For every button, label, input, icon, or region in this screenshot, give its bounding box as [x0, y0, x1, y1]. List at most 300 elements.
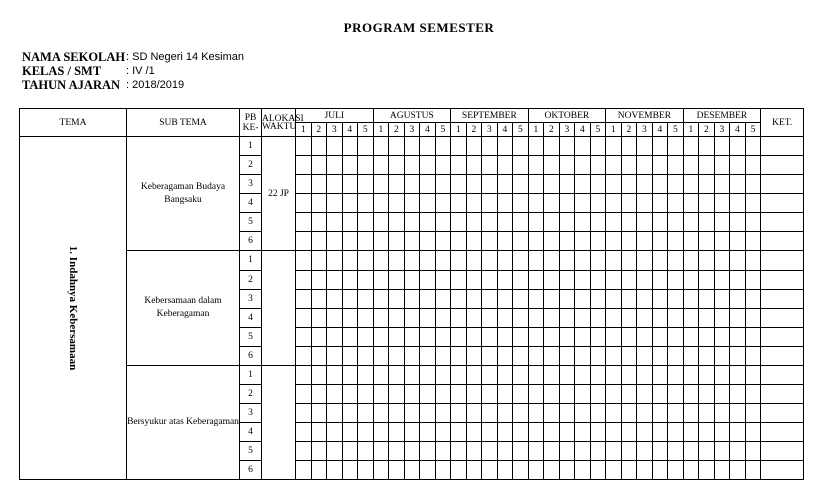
week-cell[interactable]	[559, 137, 575, 156]
week-cell[interactable]	[296, 461, 312, 480]
week-cell[interactable]	[327, 423, 343, 442]
week-cell[interactable]	[699, 270, 715, 289]
week-cell[interactable]	[683, 308, 699, 327]
week-cell[interactable]	[420, 308, 436, 327]
week-cell[interactable]	[528, 137, 544, 156]
week-cell[interactable]	[466, 270, 482, 289]
week-cell[interactable]	[528, 385, 544, 404]
week-cell[interactable]	[451, 308, 467, 327]
week-cell[interactable]	[621, 461, 637, 480]
week-cell[interactable]	[420, 213, 436, 232]
week-cell[interactable]	[513, 461, 529, 480]
week-cell[interactable]	[668, 327, 684, 346]
week-cell[interactable]	[404, 270, 420, 289]
week-cell[interactable]	[590, 232, 606, 251]
week-cell[interactable]	[714, 270, 730, 289]
week-cell[interactable]	[404, 327, 420, 346]
week-cell[interactable]	[389, 404, 405, 423]
week-cell[interactable]	[482, 461, 498, 480]
week-cell[interactable]	[466, 365, 482, 385]
week-cell[interactable]	[637, 232, 653, 251]
week-cell[interactable]	[637, 137, 653, 156]
week-cell[interactable]	[683, 461, 699, 480]
week-cell[interactable]	[745, 194, 761, 213]
week-cell[interactable]	[683, 289, 699, 308]
week-cell[interactable]	[714, 442, 730, 461]
week-cell[interactable]	[373, 156, 389, 175]
week-cell[interactable]	[699, 423, 715, 442]
week-cell[interactable]	[451, 461, 467, 480]
week-cell[interactable]	[652, 346, 668, 365]
week-cell[interactable]	[327, 289, 343, 308]
ket-cell[interactable]	[761, 404, 804, 423]
week-cell[interactable]	[451, 404, 467, 423]
week-cell[interactable]	[296, 346, 312, 365]
week-cell[interactable]	[296, 423, 312, 442]
week-cell[interactable]	[745, 137, 761, 156]
week-cell[interactable]	[451, 156, 467, 175]
week-cell[interactable]	[714, 365, 730, 385]
week-cell[interactable]	[714, 423, 730, 442]
week-cell[interactable]	[559, 156, 575, 175]
week-cell[interactable]	[358, 289, 374, 308]
week-cell[interactable]	[358, 346, 374, 365]
week-cell[interactable]	[668, 461, 684, 480]
week-cell[interactable]	[482, 442, 498, 461]
week-cell[interactable]	[389, 423, 405, 442]
week-cell[interactable]	[342, 251, 358, 271]
week-cell[interactable]	[606, 365, 622, 385]
week-cell[interactable]	[404, 385, 420, 404]
week-cell[interactable]	[699, 137, 715, 156]
week-cell[interactable]	[358, 194, 374, 213]
week-cell[interactable]	[451, 385, 467, 404]
week-cell[interactable]	[311, 289, 327, 308]
week-cell[interactable]	[528, 232, 544, 251]
week-cell[interactable]	[559, 175, 575, 194]
week-cell[interactable]	[327, 308, 343, 327]
week-cell[interactable]	[528, 289, 544, 308]
week-cell[interactable]	[513, 270, 529, 289]
week-cell[interactable]	[528, 365, 544, 385]
week-cell[interactable]	[311, 194, 327, 213]
week-cell[interactable]	[544, 289, 560, 308]
week-cell[interactable]	[544, 385, 560, 404]
week-cell[interactable]	[296, 213, 312, 232]
week-cell[interactable]	[404, 251, 420, 271]
week-cell[interactable]	[714, 404, 730, 423]
week-cell[interactable]	[373, 175, 389, 194]
week-cell[interactable]	[606, 442, 622, 461]
week-cell[interactable]	[730, 156, 746, 175]
week-cell[interactable]	[621, 232, 637, 251]
week-cell[interactable]	[544, 251, 560, 271]
week-cell[interactable]	[683, 346, 699, 365]
week-cell[interactable]	[668, 175, 684, 194]
week-cell[interactable]	[435, 327, 451, 346]
week-cell[interactable]	[513, 404, 529, 423]
week-cell[interactable]	[451, 232, 467, 251]
week-cell[interactable]	[714, 194, 730, 213]
ket-cell[interactable]	[761, 346, 804, 365]
week-cell[interactable]	[668, 156, 684, 175]
week-cell[interactable]	[373, 194, 389, 213]
ket-cell[interactable]	[761, 194, 804, 213]
week-cell[interactable]	[730, 137, 746, 156]
week-cell[interactable]	[311, 175, 327, 194]
week-cell[interactable]	[420, 385, 436, 404]
ket-cell[interactable]	[761, 251, 804, 271]
week-cell[interactable]	[404, 213, 420, 232]
week-cell[interactable]	[497, 251, 513, 271]
week-cell[interactable]	[590, 442, 606, 461]
week-cell[interactable]	[296, 385, 312, 404]
week-cell[interactable]	[559, 327, 575, 346]
week-cell[interactable]	[342, 461, 358, 480]
week-cell[interactable]	[559, 270, 575, 289]
week-cell[interactable]	[637, 365, 653, 385]
week-cell[interactable]	[420, 327, 436, 346]
week-cell[interactable]	[342, 175, 358, 194]
week-cell[interactable]	[404, 175, 420, 194]
week-cell[interactable]	[637, 308, 653, 327]
week-cell[interactable]	[528, 251, 544, 271]
week-cell[interactable]	[420, 194, 436, 213]
week-cell[interactable]	[637, 270, 653, 289]
week-cell[interactable]	[652, 404, 668, 423]
week-cell[interactable]	[497, 156, 513, 175]
week-cell[interactable]	[342, 232, 358, 251]
week-cell[interactable]	[606, 251, 622, 271]
week-cell[interactable]	[745, 365, 761, 385]
week-cell[interactable]	[342, 194, 358, 213]
week-cell[interactable]	[590, 175, 606, 194]
week-cell[interactable]	[451, 270, 467, 289]
week-cell[interactable]	[327, 327, 343, 346]
week-cell[interactable]	[668, 251, 684, 271]
week-cell[interactable]	[358, 327, 374, 346]
week-cell[interactable]	[311, 423, 327, 442]
week-cell[interactable]	[730, 442, 746, 461]
week-cell[interactable]	[497, 442, 513, 461]
week-cell[interactable]	[683, 194, 699, 213]
week-cell[interactable]	[668, 423, 684, 442]
ket-cell[interactable]	[761, 175, 804, 194]
week-cell[interactable]	[482, 404, 498, 423]
week-cell[interactable]	[466, 137, 482, 156]
week-cell[interactable]	[575, 327, 591, 346]
week-cell[interactable]	[420, 156, 436, 175]
week-cell[interactable]	[435, 156, 451, 175]
week-cell[interactable]	[513, 385, 529, 404]
week-cell[interactable]	[389, 385, 405, 404]
week-cell[interactable]	[668, 137, 684, 156]
ket-cell[interactable]	[761, 461, 804, 480]
week-cell[interactable]	[466, 385, 482, 404]
week-cell[interactable]	[606, 423, 622, 442]
week-cell[interactable]	[435, 461, 451, 480]
week-cell[interactable]	[575, 308, 591, 327]
week-cell[interactable]	[435, 442, 451, 461]
week-cell[interactable]	[714, 385, 730, 404]
week-cell[interactable]	[544, 175, 560, 194]
week-cell[interactable]	[466, 346, 482, 365]
ket-cell[interactable]	[761, 137, 804, 156]
week-cell[interactable]	[699, 194, 715, 213]
week-cell[interactable]	[358, 404, 374, 423]
week-cell[interactable]	[528, 442, 544, 461]
week-cell[interactable]	[482, 308, 498, 327]
week-cell[interactable]	[683, 385, 699, 404]
week-cell[interactable]	[528, 308, 544, 327]
week-cell[interactable]	[699, 442, 715, 461]
week-cell[interactable]	[435, 137, 451, 156]
week-cell[interactable]	[745, 270, 761, 289]
week-cell[interactable]	[342, 327, 358, 346]
week-cell[interactable]	[296, 327, 312, 346]
week-cell[interactable]	[730, 251, 746, 271]
week-cell[interactable]	[637, 327, 653, 346]
week-cell[interactable]	[637, 213, 653, 232]
week-cell[interactable]	[404, 156, 420, 175]
week-cell[interactable]	[373, 327, 389, 346]
week-cell[interactable]	[466, 194, 482, 213]
week-cell[interactable]	[389, 137, 405, 156]
week-cell[interactable]	[528, 461, 544, 480]
week-cell[interactable]	[342, 404, 358, 423]
week-cell[interactable]	[559, 385, 575, 404]
week-cell[interactable]	[373, 365, 389, 385]
week-cell[interactable]	[544, 137, 560, 156]
week-cell[interactable]	[544, 327, 560, 346]
week-cell[interactable]	[668, 404, 684, 423]
week-cell[interactable]	[544, 423, 560, 442]
week-cell[interactable]	[420, 461, 436, 480]
week-cell[interactable]	[590, 213, 606, 232]
week-cell[interactable]	[497, 213, 513, 232]
week-cell[interactable]	[373, 404, 389, 423]
week-cell[interactable]	[435, 385, 451, 404]
week-cell[interactable]	[714, 251, 730, 271]
week-cell[interactable]	[296, 175, 312, 194]
week-cell[interactable]	[730, 308, 746, 327]
week-cell[interactable]	[544, 461, 560, 480]
week-cell[interactable]	[745, 289, 761, 308]
week-cell[interactable]	[559, 461, 575, 480]
week-cell[interactable]	[575, 404, 591, 423]
week-cell[interactable]	[358, 365, 374, 385]
week-cell[interactable]	[668, 346, 684, 365]
week-cell[interactable]	[606, 137, 622, 156]
week-cell[interactable]	[311, 385, 327, 404]
week-cell[interactable]	[435, 251, 451, 271]
week-cell[interactable]	[404, 289, 420, 308]
week-cell[interactable]	[482, 175, 498, 194]
week-cell[interactable]	[373, 251, 389, 271]
week-cell[interactable]	[466, 442, 482, 461]
week-cell[interactable]	[668, 365, 684, 385]
week-cell[interactable]	[373, 137, 389, 156]
week-cell[interactable]	[590, 327, 606, 346]
week-cell[interactable]	[652, 194, 668, 213]
week-cell[interactable]	[513, 251, 529, 271]
week-cell[interactable]	[513, 442, 529, 461]
week-cell[interactable]	[466, 423, 482, 442]
week-cell[interactable]	[730, 289, 746, 308]
week-cell[interactable]	[528, 346, 544, 365]
week-cell[interactable]	[590, 385, 606, 404]
week-cell[interactable]	[652, 365, 668, 385]
week-cell[interactable]	[606, 270, 622, 289]
week-cell[interactable]	[637, 289, 653, 308]
week-cell[interactable]	[699, 308, 715, 327]
week-cell[interactable]	[482, 289, 498, 308]
week-cell[interactable]	[745, 404, 761, 423]
week-cell[interactable]	[745, 346, 761, 365]
week-cell[interactable]	[528, 194, 544, 213]
week-cell[interactable]	[373, 213, 389, 232]
week-cell[interactable]	[699, 365, 715, 385]
week-cell[interactable]	[590, 289, 606, 308]
week-cell[interactable]	[606, 346, 622, 365]
week-cell[interactable]	[482, 385, 498, 404]
week-cell[interactable]	[621, 404, 637, 423]
week-cell[interactable]	[730, 327, 746, 346]
week-cell[interactable]	[745, 423, 761, 442]
week-cell[interactable]	[342, 289, 358, 308]
week-cell[interactable]	[373, 385, 389, 404]
week-cell[interactable]	[575, 365, 591, 385]
week-cell[interactable]	[730, 404, 746, 423]
week-cell[interactable]	[404, 194, 420, 213]
week-cell[interactable]	[358, 251, 374, 271]
week-cell[interactable]	[621, 194, 637, 213]
week-cell[interactable]	[342, 213, 358, 232]
week-cell[interactable]	[544, 270, 560, 289]
week-cell[interactable]	[590, 308, 606, 327]
week-cell[interactable]	[389, 365, 405, 385]
week-cell[interactable]	[420, 423, 436, 442]
week-cell[interactable]	[358, 213, 374, 232]
week-cell[interactable]	[404, 461, 420, 480]
week-cell[interactable]	[652, 308, 668, 327]
week-cell[interactable]	[389, 346, 405, 365]
week-cell[interactable]	[466, 289, 482, 308]
week-cell[interactable]	[497, 385, 513, 404]
week-cell[interactable]	[451, 175, 467, 194]
week-cell[interactable]	[466, 461, 482, 480]
week-cell[interactable]	[575, 156, 591, 175]
week-cell[interactable]	[296, 232, 312, 251]
week-cell[interactable]	[606, 156, 622, 175]
week-cell[interactable]	[621, 327, 637, 346]
week-cell[interactable]	[730, 423, 746, 442]
week-cell[interactable]	[513, 175, 529, 194]
week-cell[interactable]	[559, 308, 575, 327]
week-cell[interactable]	[621, 175, 637, 194]
week-cell[interactable]	[683, 137, 699, 156]
week-cell[interactable]	[575, 175, 591, 194]
week-cell[interactable]	[420, 270, 436, 289]
week-cell[interactable]	[745, 156, 761, 175]
week-cell[interactable]	[714, 156, 730, 175]
week-cell[interactable]	[714, 232, 730, 251]
week-cell[interactable]	[683, 251, 699, 271]
week-cell[interactable]	[296, 365, 312, 385]
ket-cell[interactable]	[761, 156, 804, 175]
week-cell[interactable]	[497, 365, 513, 385]
week-cell[interactable]	[745, 175, 761, 194]
week-cell[interactable]	[575, 137, 591, 156]
week-cell[interactable]	[590, 423, 606, 442]
week-cell[interactable]	[730, 385, 746, 404]
week-cell[interactable]	[404, 365, 420, 385]
week-cell[interactable]	[730, 346, 746, 365]
week-cell[interactable]	[435, 404, 451, 423]
week-cell[interactable]	[699, 404, 715, 423]
week-cell[interactable]	[652, 385, 668, 404]
week-cell[interactable]	[513, 327, 529, 346]
week-cell[interactable]	[435, 232, 451, 251]
week-cell[interactable]	[296, 251, 312, 271]
week-cell[interactable]	[683, 175, 699, 194]
week-cell[interactable]	[544, 213, 560, 232]
week-cell[interactable]	[296, 194, 312, 213]
week-cell[interactable]	[404, 404, 420, 423]
week-cell[interactable]	[389, 251, 405, 271]
week-cell[interactable]	[311, 251, 327, 271]
week-cell[interactable]	[513, 213, 529, 232]
week-cell[interactable]	[668, 308, 684, 327]
week-cell[interactable]	[358, 175, 374, 194]
week-cell[interactable]	[637, 346, 653, 365]
week-cell[interactable]	[606, 194, 622, 213]
week-cell[interactable]	[745, 232, 761, 251]
week-cell[interactable]	[730, 213, 746, 232]
week-cell[interactable]	[311, 442, 327, 461]
week-cell[interactable]	[513, 156, 529, 175]
week-cell[interactable]	[528, 156, 544, 175]
week-cell[interactable]	[358, 442, 374, 461]
week-cell[interactable]	[683, 365, 699, 385]
week-cell[interactable]	[714, 346, 730, 365]
week-cell[interactable]	[714, 289, 730, 308]
week-cell[interactable]	[544, 442, 560, 461]
week-cell[interactable]	[575, 423, 591, 442]
week-cell[interactable]	[714, 213, 730, 232]
week-cell[interactable]	[311, 327, 327, 346]
week-cell[interactable]	[637, 423, 653, 442]
week-cell[interactable]	[482, 137, 498, 156]
week-cell[interactable]	[373, 461, 389, 480]
week-cell[interactable]	[451, 251, 467, 271]
week-cell[interactable]	[420, 175, 436, 194]
week-cell[interactable]	[327, 365, 343, 385]
week-cell[interactable]	[482, 327, 498, 346]
week-cell[interactable]	[451, 346, 467, 365]
week-cell[interactable]	[544, 232, 560, 251]
week-cell[interactable]	[606, 461, 622, 480]
week-cell[interactable]	[606, 232, 622, 251]
week-cell[interactable]	[606, 385, 622, 404]
week-cell[interactable]	[730, 365, 746, 385]
week-cell[interactable]	[466, 308, 482, 327]
week-cell[interactable]	[373, 346, 389, 365]
week-cell[interactable]	[342, 365, 358, 385]
week-cell[interactable]	[528, 423, 544, 442]
week-cell[interactable]	[699, 385, 715, 404]
week-cell[interactable]	[311, 137, 327, 156]
